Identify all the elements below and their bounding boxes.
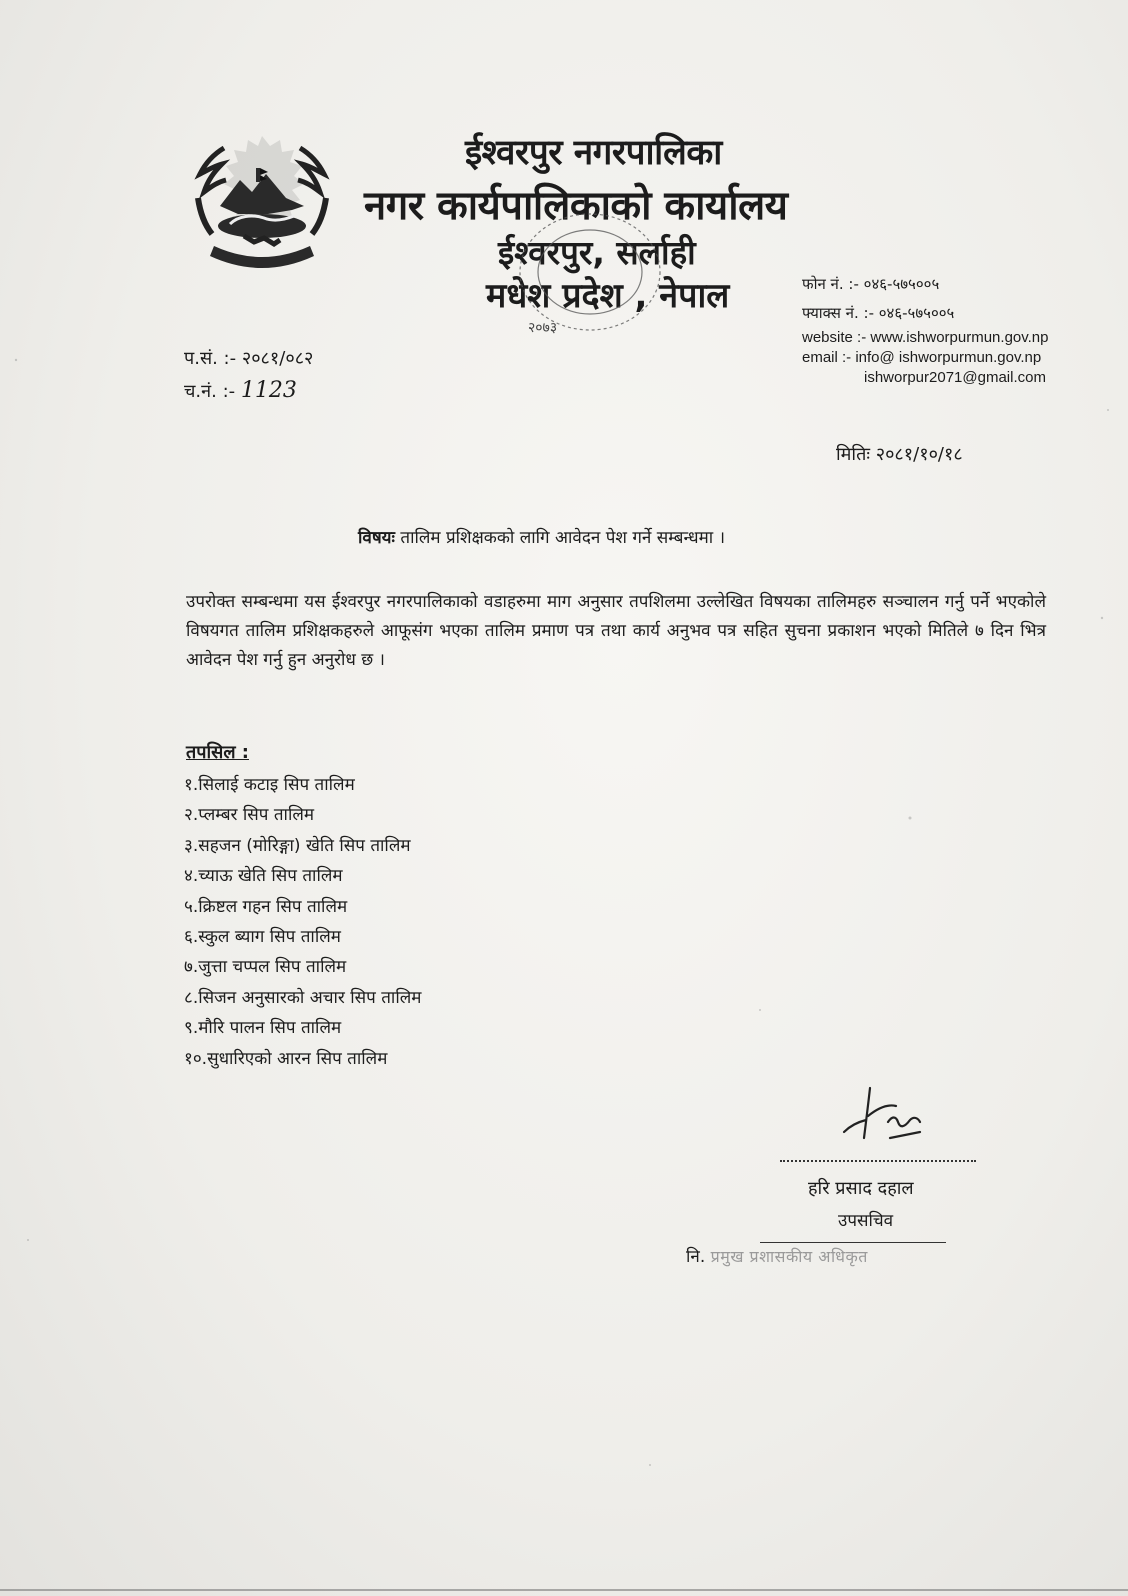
dispatch-number: च.नं. :- 1123	[184, 378, 297, 403]
dispatch-number-handwritten: 1123	[240, 378, 297, 403]
municipality-name: ईश्वरपुर नगरपालिका	[465, 133, 722, 173]
list-item: ५.क्रिष्टल गहन सिप तालिम	[184, 896, 348, 917]
contact-block	[802, 270, 1049, 388]
list-item: १.सिलाई कटाइ सिप तालिम	[184, 775, 355, 795]
office-province-country: मधेश प्रदेश , नेपाल	[486, 276, 730, 316]
phone-number: फोन नं. :- ०४६-५७५००५	[802, 275, 940, 293]
list-heading: तपसिल :	[186, 742, 249, 763]
letter-reference-number: प.सं. :- २०८१/०८२	[184, 348, 314, 369]
handwritten-signature	[826, 1082, 936, 1144]
fax-number: फ्याक्स नं. :- ०४६-५७५००५	[802, 304, 955, 322]
list-item: ९.मौरि पालन सिप तालिम	[184, 1018, 342, 1039]
signatory-rule	[760, 1242, 946, 1243]
signature-line	[780, 1160, 976, 1162]
body-paragraph: उपरोक्त सम्बन्धमा यस ईश्वरपुर नगरपालिकाको वडाहरुमा माग अनुसार तपशिलमा उल्लेखित विषयका तालिमहरु सञ्चालन गर्नु पर्ने भएकोले विषयगत तालिम प्रशिक्षकहरुले आफूसंग भएका तालिम प्रमाण पत्र तथा कार्य अनुभव पत्र सहित सुचना प्रकाशन भएको मितिले ७ दिन भित्र आवेदन पेश गर्नु हुन अनुरोध छ ।	[186, 592, 1046, 670]
list-item: ८.सिजन अनुसारको अचार सिप तालिम	[184, 987, 422, 1008]
signatory-title: उपसचिव	[838, 1211, 894, 1231]
stamp-text: २०७३	[528, 320, 558, 336]
list-item: ३.सहजन (मोरिङ्गा) खेति सिप तालिम	[184, 835, 411, 856]
signatory-role-stamp: प्रमुख प्रशासकीय अधिकृत	[710, 1247, 868, 1266]
subject-text: तालिम प्रशिक्षकको लागि आवेदन पेश गर्ने सम्बन्धमा ।	[400, 528, 726, 548]
signatory-footnote	[686, 1244, 868, 1267]
municipality-emblem-logo	[184, 128, 340, 278]
email-secondary: ishworpur2071@gmail.com	[864, 369, 1046, 386]
email: email :- info@ ishworpurmun.gov.np	[802, 349, 1042, 366]
list-item: १०.सुधारिएको आरन सिप तालिम	[184, 1048, 388, 1069]
list-item: ७.जुत्ता चप्पल सिप तालिम	[184, 957, 347, 978]
signatory-name: हरि प्रसाद दहाल	[808, 1178, 914, 1199]
subject-line	[358, 525, 725, 548]
list-item: ६.स्कुल ब्याग सिप तालिम	[184, 927, 341, 948]
training-list	[184, 770, 421, 1074]
reference-block	[184, 343, 313, 408]
list-item: ४.च्याऊ खेति सिप तालिम	[184, 866, 343, 887]
office-name: नगर कार्यपालिकाको कार्यालय	[364, 183, 788, 229]
official-stamp	[498, 200, 708, 360]
letter-date: मितिः २०८१/१०/१८	[836, 444, 963, 465]
website: website :- www.ishworpurmun.gov.np	[802, 329, 1049, 346]
subject-label: विषयः	[358, 528, 395, 548]
list-item: २.प्लम्बर सिप तालिम	[184, 805, 315, 826]
office-location: ईश्वरपुर, सर्लाही	[498, 233, 696, 272]
signatory-prefix: नि.	[686, 1247, 706, 1267]
